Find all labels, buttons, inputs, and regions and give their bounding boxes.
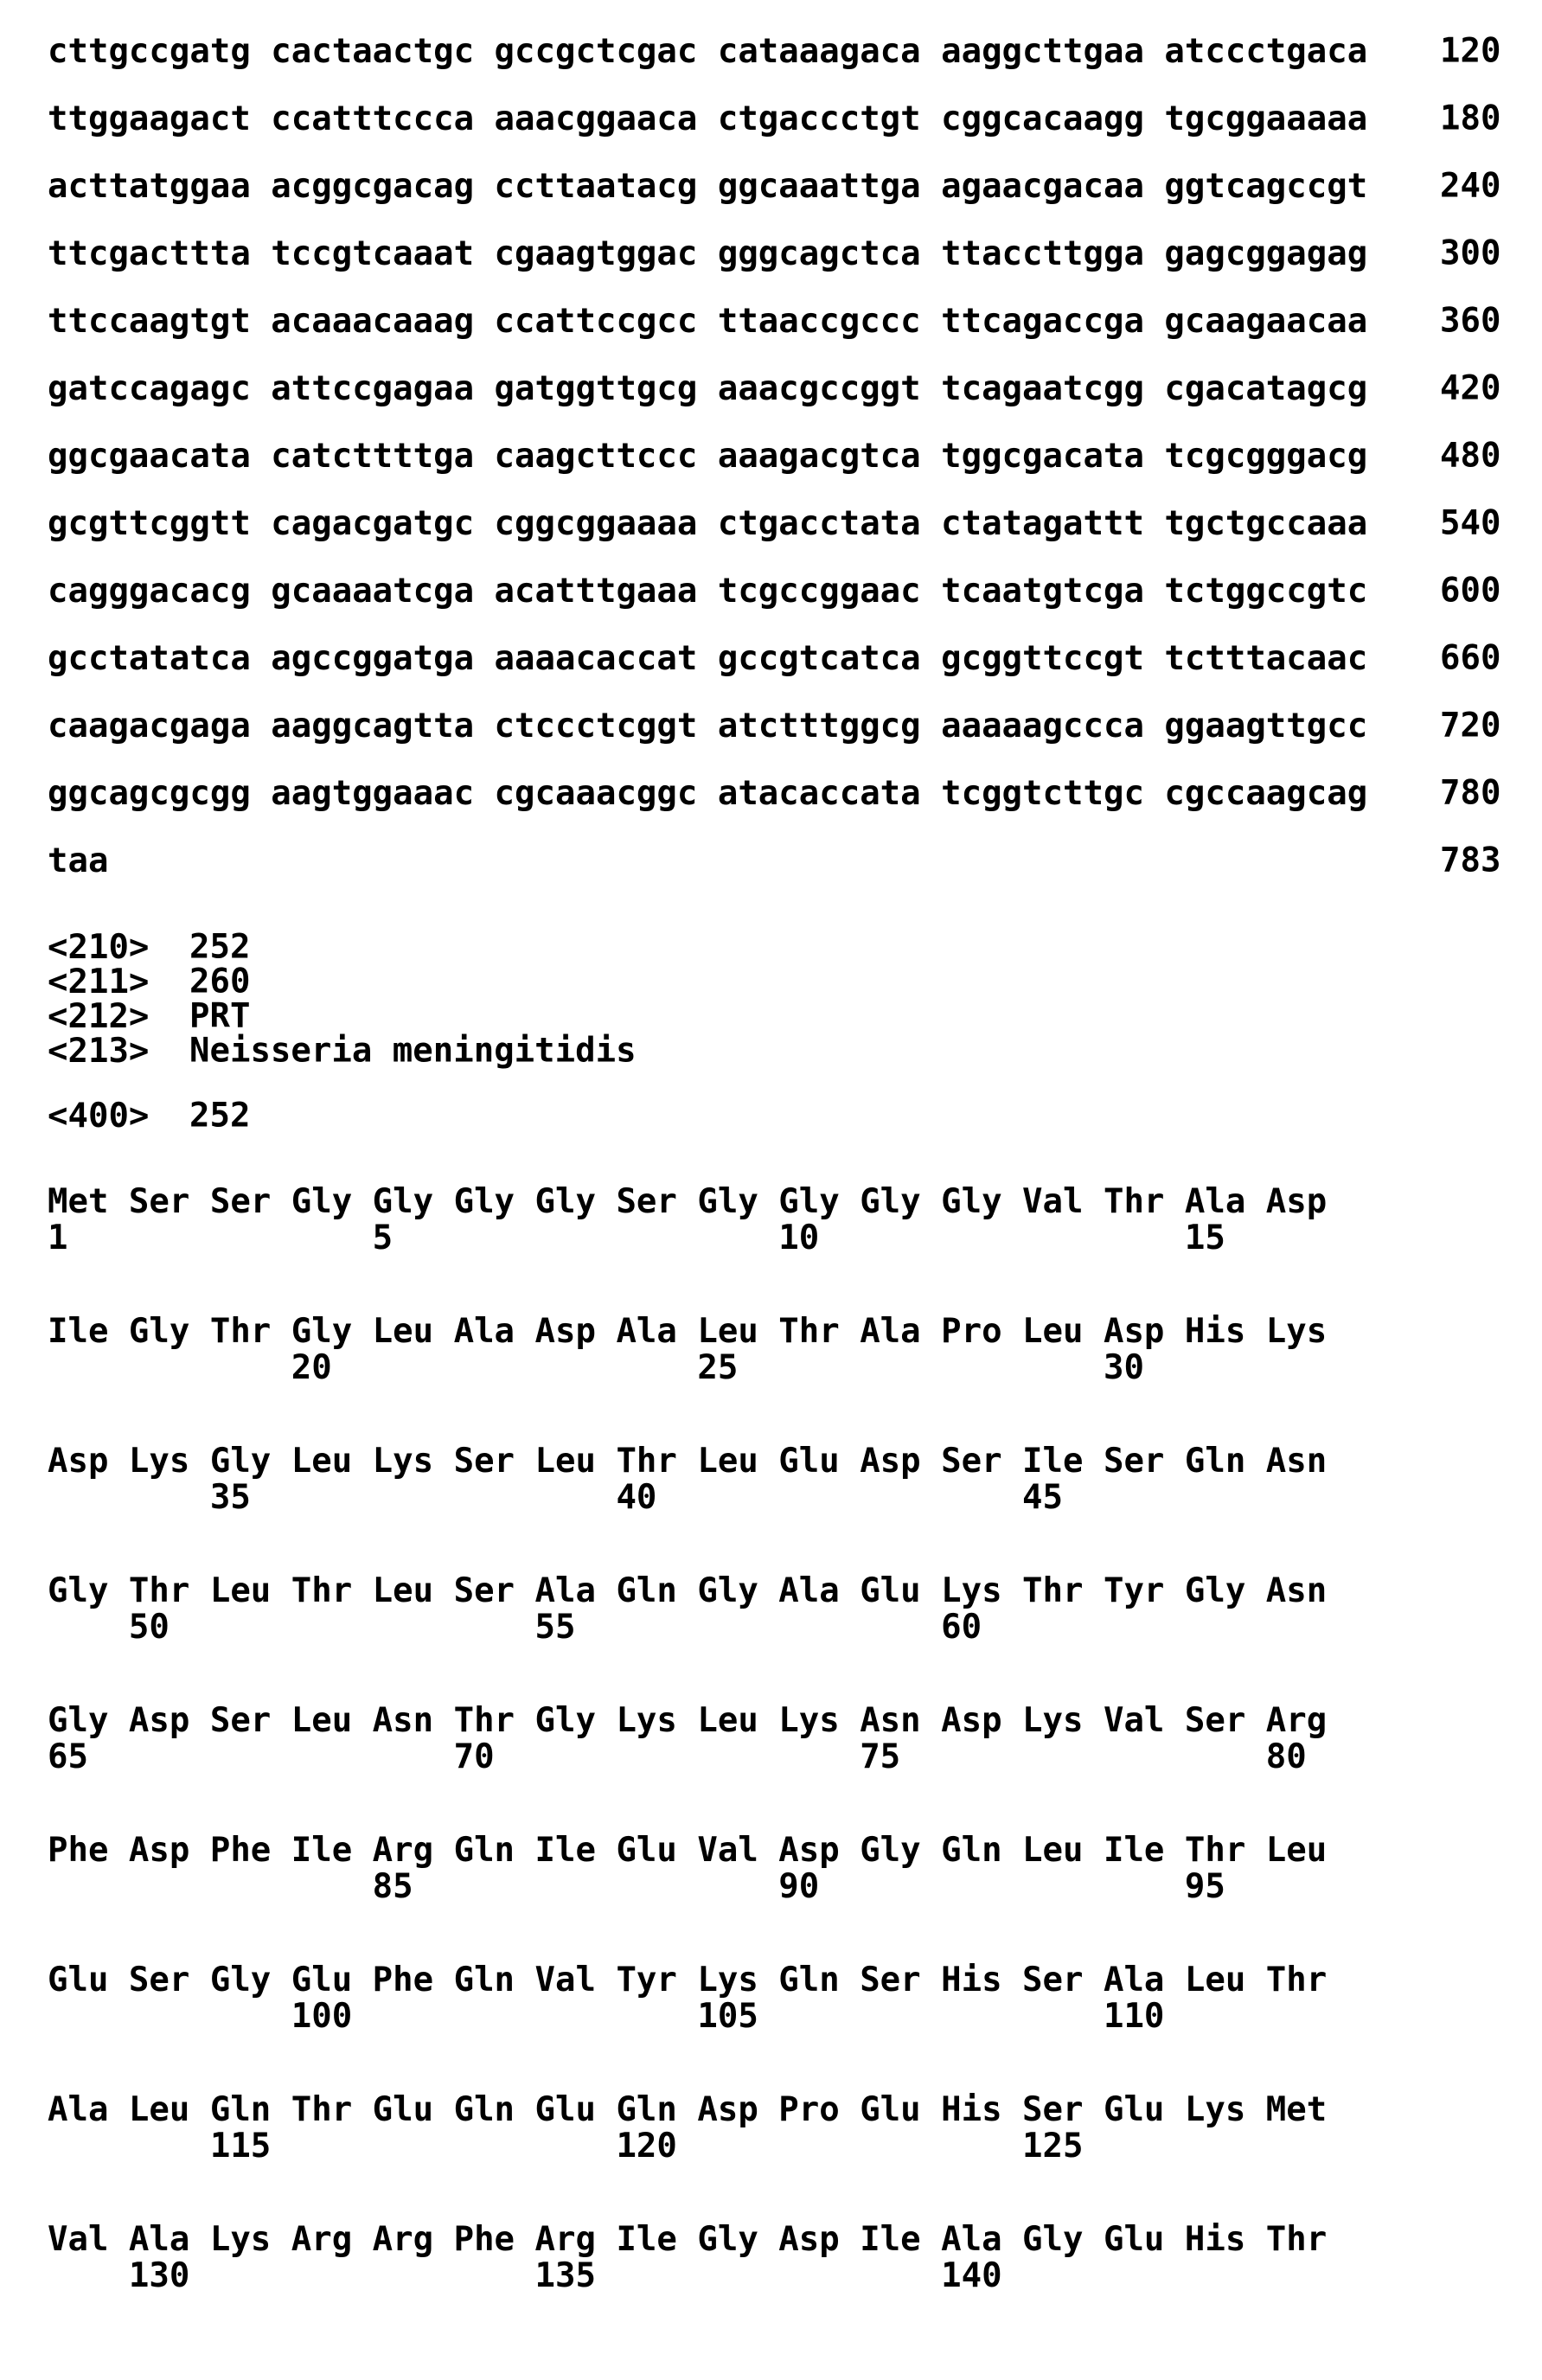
dna-sequence-text: ggcagcgcgg aagtggaaac cgcaaacggc atacaccata tcggtcttgc cgccaagcag — [48, 773, 1368, 813]
protein-sequence-block — [48, 1183, 1327, 2351]
dna-position-label: 240 — [1440, 166, 1501, 206]
dna-sequence-text: ttcgacttta tccgtcaaat cgaagtggac gggcagctca ttaccttgga gagcggagag — [48, 234, 1368, 273]
protein-residues-line: Glu Ser Gly Glu Phe Gln Val Tyr Lys Gln Ser His Ser Ala Leu Thr — [48, 1960, 1328, 1999]
metadata-value: PRT — [189, 996, 251, 1036]
dna-position-label: 480 — [1440, 436, 1501, 476]
protein-line-group — [48, 1443, 1327, 1572]
protein-numbering-line: 65 70 75 80 — [48, 1737, 1307, 1776]
dna-line — [48, 759, 1542, 827]
dna-line — [48, 152, 1542, 220]
dna-line — [48, 624, 1542, 692]
dna-line — [48, 489, 1542, 557]
protein-numbering-line: 85 90 95 — [48, 1866, 1225, 1906]
dna-position-label: 783 — [1440, 841, 1501, 880]
dna-sequence-text: ttggaagact ccatttccca aaacggaaca ctgaccctgt cggcacaagg tgcggaaaaa — [48, 99, 1368, 138]
protein-numbering-line: 115 120 125 — [48, 2126, 1084, 2166]
protein-line-group — [48, 2221, 1327, 2351]
metadata-line — [48, 1031, 637, 1071]
dna-position-label: 540 — [1440, 503, 1501, 543]
dna-sequence-text: cttgccgatg cactaactgc gccgctcgac cataaagaca aaggcttgaa atccctgaca — [48, 31, 1368, 71]
sequence-400-header-block — [48, 1096, 251, 1136]
metadata-value: 260 — [189, 962, 251, 1001]
dna-sequence-text: ggcgaacata catcttttga caagcttccc aaagacgtca tggcgacata tcgcgggacg — [48, 436, 1368, 476]
metadata-value: Neisseria meningitidis — [189, 1031, 637, 1071]
protein-numbering-line: 1 5 10 15 — [48, 1218, 1225, 1257]
metadata-tag: <400> — [48, 1096, 150, 1136]
protein-line-group — [48, 1183, 1327, 1313]
dna-sequence-text: acttatggaa acggcgacag ccttaatacg ggcaaattga agaacgacaa ggtcagccgt — [48, 166, 1368, 206]
metadata-tag: <211> — [48, 962, 150, 1001]
dna-sequence-text: gcgttcggtt cagacgatgc cggcggaaaa ctgacctata ctatagattt tgctgccaaa — [48, 503, 1368, 543]
dna-line — [48, 827, 1542, 894]
protein-residues-line: Ile Gly Thr Gly Leu Ala Asp Ala Leu Thr Ala Pro Leu Asp His Lys — [48, 1311, 1328, 1351]
dna-position-label: 720 — [1440, 706, 1501, 745]
metadata-line — [48, 927, 251, 967]
metadata-line — [48, 1096, 251, 1136]
dna-line — [48, 557, 1542, 624]
protein-numbering-line: 100 105 110 — [48, 1996, 1165, 2036]
metadata-value: 252 — [189, 927, 251, 967]
dna-position-label: 600 — [1440, 571, 1501, 611]
dna-line — [48, 692, 1542, 759]
metadata-line — [48, 996, 251, 1036]
protein-residues-line: Gly Thr Leu Thr Leu Ser Ala Gln Gly Ala Glu Lys Thr Tyr Gly Asn — [48, 1571, 1328, 1610]
protein-numbering-line: 35 40 45 — [48, 1477, 1063, 1517]
dna-position-label: 420 — [1440, 368, 1501, 408]
dna-position-label: 360 — [1440, 301, 1501, 341]
dna-position-label: 780 — [1440, 773, 1501, 813]
protein-line-group — [48, 1702, 1327, 1832]
dna-line — [48, 287, 1542, 355]
dna-sequence-text: gcctatatca agccggatga aaaacaccat gccgtcatca gcggttccgt tctttacaac — [48, 638, 1368, 678]
dna-line — [48, 355, 1542, 422]
dna-line — [48, 85, 1542, 152]
metadata-tag: <213> — [48, 1031, 150, 1071]
dna-sequence-block — [48, 17, 1542, 894]
protein-residues-line: Asp Lys Gly Leu Lys Ser Leu Thr Leu Glu Asp Ser Ile Ser Gln Asn — [48, 1441, 1328, 1481]
dna-position-label: 300 — [1440, 234, 1501, 273]
dna-line — [48, 220, 1542, 287]
sequence-metadata-block — [48, 927, 637, 1071]
metadata-line — [48, 962, 251, 1001]
metadata-value: 252 — [189, 1096, 251, 1136]
dna-sequence-text: cagggacacg gcaaaatcga acatttgaaa tcgccggaac tcaatgtcga tctggccgtc — [48, 571, 1368, 611]
dna-sequence-text: gatccagagc attccgagaa gatggttgcg aaacgccggt tcagaatcgg cgacatagcg — [48, 368, 1368, 408]
protein-line-group — [48, 1961, 1327, 2091]
protein-numbering-line: 20 25 30 — [48, 1347, 1144, 1387]
protein-residues-line: Val Ala Lys Arg Arg Phe Arg Ile Gly Asp Ile Ala Gly Glu His Thr — [48, 2219, 1328, 2259]
protein-residues-line: Met Ser Ser Gly Gly Gly Gly Ser Gly Gly Gly Gly Val Thr Ala Asp — [48, 1181, 1328, 1221]
metadata-tag: <212> — [48, 996, 150, 1036]
protein-line-group — [48, 1572, 1327, 1702]
dna-position-label: 660 — [1440, 638, 1501, 678]
metadata-tag: <210> — [48, 927, 150, 967]
dna-sequence-text: ttccaagtgt acaaacaaag ccattccgcc ttaaccgccc ttcagaccga gcaagaacaa — [48, 301, 1368, 341]
dna-position-label: 180 — [1440, 99, 1501, 138]
protein-residues-line: Ala Leu Gln Thr Glu Gln Glu Gln Asp Pro Glu His Ser Glu Lys Met — [48, 2089, 1328, 2129]
protein-residues-line: Phe Asp Phe Ile Arg Gln Ile Glu Val Asp Gly Gln Leu Ile Thr Leu — [48, 1830, 1328, 1870]
protein-residues-line: Gly Asp Ser Leu Asn Thr Gly Lys Leu Lys Asn Asp Lys Val Ser Arg — [48, 1700, 1328, 1740]
dna-line — [48, 17, 1542, 85]
protein-numbering-line: 130 135 140 — [48, 2255, 1002, 2295]
protein-line-group — [48, 1313, 1327, 1443]
protein-numbering-line: 50 55 60 — [48, 1607, 982, 1647]
protein-line-group — [48, 1832, 1327, 1961]
dna-sequence-text: taa — [48, 841, 109, 880]
dna-position-label: 120 — [1440, 31, 1501, 71]
dna-line — [48, 422, 1542, 489]
dna-sequence-text: caagacgaga aaggcagtta ctccctcggt atctttggcg aaaaagccca ggaagttgcc — [48, 706, 1368, 745]
protein-line-group — [48, 2091, 1327, 2221]
